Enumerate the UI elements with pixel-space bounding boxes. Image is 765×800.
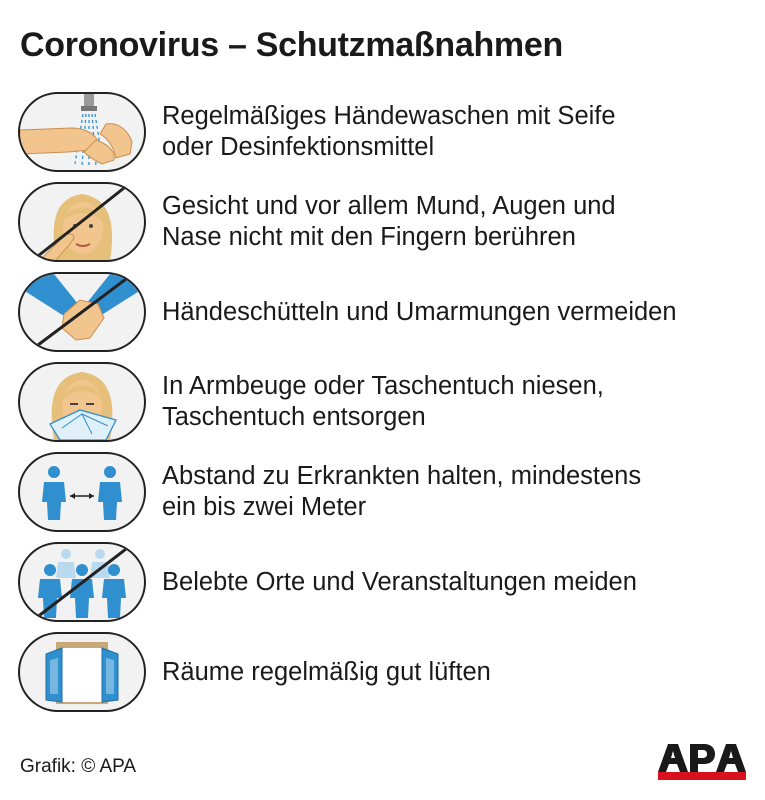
measure-row-face-touching: [18, 182, 748, 264]
measure-text: [162, 272, 742, 352]
measure-line: In Armbeuge oder Taschentuch niesen,: [162, 372, 604, 400]
measure-text: [162, 182, 742, 262]
measure-text: [162, 362, 742, 442]
keep-distance-icon: [18, 452, 146, 532]
measure-line: Händeschütteln und Umarmungen vermeiden: [162, 297, 677, 326]
no-handshake-icon: [18, 272, 146, 352]
no-face-touching-icon: [18, 182, 146, 262]
measure-row-sneeze: [18, 362, 748, 444]
measure-row-hand-washing: [18, 92, 748, 174]
credit-text: Grafik: © APA: [20, 756, 137, 777]
measure-text: [162, 452, 742, 532]
measure-text: [162, 632, 742, 712]
measure-row-distance: [18, 452, 748, 534]
hand-washing-icon: [18, 92, 146, 172]
measure-text: [162, 542, 742, 622]
sneeze-into-tissue-icon: [18, 362, 146, 442]
apa-logo: [658, 742, 746, 780]
avoid-crowds-icon: [18, 542, 146, 622]
measure-line: Gesicht und vor allem Mund, Augen und: [162, 192, 616, 220]
measure-line: ein bis zwei Meter: [162, 493, 367, 521]
measure-line: Abstand zu Erkrankten halten, mindestens: [162, 462, 642, 490]
measure-line: oder Desinfektionsmittel: [162, 133, 435, 161]
measure-row-ventilation: [18, 632, 748, 714]
measure-text: [162, 92, 742, 172]
measure-line: Nase nicht mit den Fingern berühren: [162, 223, 576, 251]
page-title: Coronovirus – Schutzmaßnahmen: [20, 26, 563, 64]
measure-row-crowds: [18, 542, 748, 624]
measure-line: Regelmäßiges Händewaschen mit Seife: [162, 102, 616, 130]
measure-line: Belebte Orte und Veranstaltungen meiden: [162, 567, 637, 596]
measure-line: Taschentuch entsorgen: [162, 403, 426, 431]
open-window-icon: [18, 632, 146, 712]
measure-row-handshake: [18, 272, 748, 354]
measure-line: Räume regelmäßig gut lüften: [162, 657, 491, 686]
